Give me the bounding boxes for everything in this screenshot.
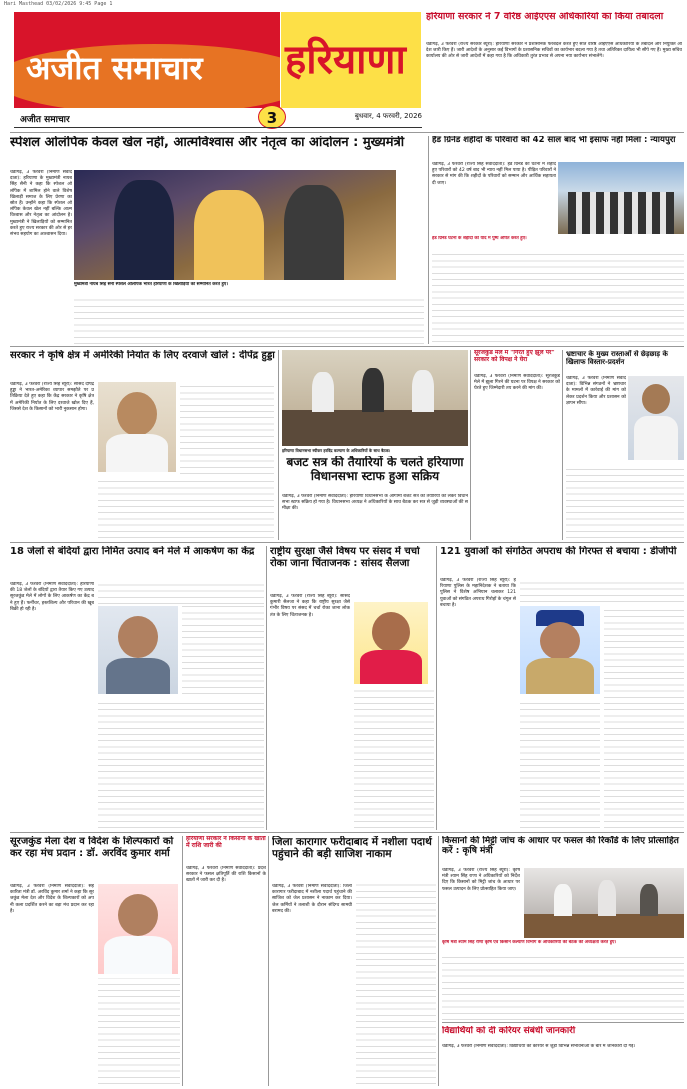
headline-corruption: भ्रष्टाचार के मुख्य रास्ताओं से छेड़छाड़ के खिलाफ विस्तार-प्रदर्शन: [566, 350, 668, 367]
photo-dgp: [520, 606, 600, 694]
body-dgp: चंडीगढ़, 3 फरवरी (राज्य सिंह ब्यूरो): हरियाणा पुलिस के महानिदेशक ने बताया कि पुलिस ने विशेष अभियान चलाकर 121 युवाओं को संगठित अपराध गिरोहों के चंगुल से बचाया है।: [440, 578, 516, 608]
photo-arvind-sharma: [98, 884, 178, 974]
headline-surajkund-swing: सूरजकुंड मेले में "गिरते हुए झूले पर" सरकार को विपक्ष ने घेरा: [474, 350, 555, 363]
body-prisons: चंडीगढ़, 3 फरवरी (निर्माण संवाददाता): हरियाणा की 18 जेलों के बंदियों द्वारा तैयार किए गए उत्पाद सूरजकुंड मेले में लोगों के लिए आकर्षण का केंद्र बने हुए हैं। फर्नीचर, हस्तशिल्प और परिधान की खूब बिक्री हो रही है।: [10, 582, 94, 612]
headline-export: सरकार ने कृषि क्षेत्र में अमेरिकी निर्यात के लिए दरवाजे खोले : दीपेंद्र हुड्डा: [10, 350, 275, 361]
body-corruption-cont: [566, 464, 684, 538]
body-selja: चंडीगढ़, 3 फरवरी (राज्य सिंह ब्यूरो): सांसद कुमारी सैलजा ने कहा कि राष्ट्रीय सुरक्षा जैसे गंभीर विषय पर संसद में चर्चा रोका जाना लोकतंत्र के लिए चिंताजनक है।: [270, 594, 350, 618]
body-special-olympics-cont: [74, 296, 424, 344]
headline-dgp: 121 युवाओं को संगठित अपराध की गिरफ्त से बचाया : डीजीपी: [440, 546, 677, 557]
body-surajkund-swing: चंडीगढ़, 3 फरवरी (निर्माण संवाददाता): सूरजकुंड मेले में झूला गिरने की घटना पर विपक्ष ने सरकार को घेरते हुए जिम्मेदारी तय करने की मांग की।: [474, 374, 560, 392]
caption-special-olympics: मुख्यमंत्री नायब सिंह सैनी स्पेशल ओलंपिक भारत हरियाणा के खिलाड़ियों को सम्मानित करते हुए।: [74, 282, 228, 287]
body-martyrs-cont: [432, 250, 684, 342]
body-corruption: चंडीगढ़, 3 फरवरी (निर्माण संवाददाता): विभिन्न संगठनों ने भ्रष्टाचार के मामलों में कार्रवाई की मांग को लेकर प्रदर्शन किया और प्रशासन को ज्ञापन सौंपा।: [566, 376, 626, 406]
body-dgp-cont-2: [604, 606, 684, 828]
body-export: चंडीगढ़, 3 फरवरी (राज्य सिंह ब्यूरो): सांसद दीपेंद्र हुड्डा ने भारत-अमेरिका व्यापार समझौते पर प्रतिक्रिया देते हुए कहा कि केंद्र सरकार ने कृषि क्षेत्र में अमेरिकी निर्यात के लिए दरवाजे खोल दिए हैं, जिससे देश के किसानों को भारी नुकसान होगा।: [10, 382, 94, 412]
body-prisons-cont-3: [98, 698, 264, 828]
headline-prisons: 18 जेलों से बंदियों द्वारा निर्मित उत्पाद बने मेले में आकर्षण का केंद्र: [10, 546, 255, 557]
photo-assembly-meeting: [282, 350, 468, 446]
col-rule-2: [278, 350, 279, 540]
rule-2: [10, 346, 684, 347]
col-rule-5: [266, 546, 267, 830]
rule-5: [442, 1022, 684, 1023]
rule-4: [10, 832, 684, 833]
photo-prisons-official: [98, 606, 178, 694]
body-surajkund-artisans: चंडीगढ़, 3 फरवरी (निर्माण संवाददाता): सहकारिता मंत्री डॉ. अरविंद कुमार शर्मा ने कहा कि सूरजकुंड मेला देश और विदेश के शिल्पकारों को अपनी कला प्रदर्शित करने का बड़ा मंच प्रदान कर रहा है।: [10, 884, 94, 914]
caption-assembly: हरियाणा विधानसभा स्पीकर हरविंद्र कल्याण के अधिकारियों के साथ बैठक।: [282, 448, 391, 453]
masthead-rule: [14, 127, 422, 128]
masthead-left-title: अजीत समाचार: [26, 49, 203, 87]
headline-selja: राष्ट्रीय सुरक्षा जैसे विषय पर संसद में चर्चा रोका जाना चिंताजनक : सांसद सैलजा: [270, 546, 420, 569]
body-dgp-cont: [520, 578, 684, 602]
body-ias-transfer: चंडीगढ़, 3 फरवरी (राज्य सरकार ब्यूरो): हरियाणा सरकार ने प्रशासनिक फेरबदल करते हुए सात वरिष्ठ आईएएस अधिकारियों के तबादले और नियुक्ति आदेश जारी किए हैं। जारी आदेशों के अनुसार कई विभागों के प्रशासनिक सचिवों का कार्यभार बदला गया है तथा अतिरिक्त दायित्व भी सौंपे गए हैं। मुख्य सचिव कार्यालय की ओर से जारी आदेशों में कहा गया है कि अधिकारी तुरंत प्रभाव से अपना नया कार्यभार संभालेंगे।: [426, 42, 682, 60]
body-soil-cont: [442, 954, 684, 1020]
col-rule-4: [562, 350, 563, 540]
body-dgp-cont-3: [520, 698, 600, 828]
photo-selja: [354, 602, 428, 684]
col-rule-9: [438, 836, 439, 1086]
print-meta-strip: Hari Masthead 03/02/2026 9:45 Page 1: [4, 1, 113, 7]
col-rule-7: [182, 836, 183, 1086]
col-rule-8: [268, 836, 269, 1086]
photo-corruption: [628, 376, 684, 460]
masthead-right-block: [281, 12, 421, 108]
rule-top: [10, 132, 684, 133]
masthead-right-title: हरियाणा: [285, 36, 406, 83]
photo-martyrs: [558, 162, 684, 234]
body-prisons-cont-2: [182, 606, 264, 694]
headline-budget: बजट सत्र की तैयारियों के चलते हरियाणा विधानसभा स्टाफ हुआ सक्रिय: [286, 456, 464, 483]
photo-special-olympics: [74, 170, 396, 280]
body-export-cont: [98, 476, 274, 538]
caption-agriculture: कृषि मंत्री श्याम सिंह राणा कृषि एवं किसान कल्याण विभाग के अधिकारियों की बैठक की अध्यक्षता करते हुए।: [442, 940, 617, 945]
col-rule-3: [470, 350, 471, 540]
headline-surajkund-artisans: सूरजकुंड मेला देश व विदेश के शिल्पकारों को कर रहा मंच प्रदान : डॉ. अरविंद कुमार शर्मा: [10, 836, 174, 859]
headline-martyrs: हैंड ग्रिनेड शहीदों के परिवारों को 42 साल बाद भी इंसाफ नहीं मिला : न्यायपुरा: [432, 136, 676, 145]
col-rule-1: [428, 136, 429, 344]
body-special-olympics: चंडीगढ़, 3 फरवरी (निर्माण संवाददाता): हरियाणा के मुख्यमंत्री नायब सिंह सैनी ने कहा कि स्पेशल ओलंपिक में शामिल होने वाले विशेष खिलाड़ी समाज के लिए प्रेरणा का स्रोत हैं। उन्होंने कहा कि स्पेशल ओलंपिक केवल खेल नहीं बल्कि आत्मविश्वास और नेतृत्व का आंदोलन है। मुख्यमंत्री ने खिलाड़ियों को सम्मानित करते हुए राज्य सरकार की ओर से हर संभव सहयोग का आश्वासन दिया।: [10, 170, 72, 238]
body-budget: चंडीगढ़, 3 फरवरी (निर्माण संवाददाता): हरियाणा विधानसभा के आगामी बजट सत्र की तैयारियों को लेकर विधानसभा स्टाफ सक्रिय हो गया है। विधानसभा अध्यक्ष ने अधिकारियों के साथ बैठक कर सत्र से जुड़ी व्यवस्थाओं की समीक्षा की।: [282, 494, 468, 512]
masthead-date: बुधवार, 4 फरवरी, 2026: [354, 112, 422, 120]
body-faridabad-cont: [356, 884, 436, 1084]
body-students: चंडीगढ़, 3 फरवरी (निर्माण संवाददाता): विद्यार्थियों को करियर से जुड़ी विभिन्न संभावनाओं के बारे में जानकारी दी गई।: [442, 1044, 636, 1049]
masthead-subline-left: अजीत समाचार: [20, 115, 70, 125]
body-martyrs: चंडीगढ़, 3 फरवरी (राज्य सिंह संवाददाता): हैंड ग्रिनेड की घटना में शहीद हुए परिवारों को 42 वर्ष बाद भी न्याय नहीं मिल पाया है। पीड़ित परिवारों ने सरकार से मांग की कि शहीदों के परिवारों को सम्मान और आर्थिक सहायता दी जाए।: [432, 162, 556, 186]
rule-3: [10, 542, 684, 543]
headline-soil: किसानों की मिट्टी जांच के आधार पर फसल की रिकॉर्ड के लिए प्रोत्साहित करें : कृषि मंत्री: [442, 836, 679, 857]
body-faridabad: चंडीगढ़, 3 फरवरी (निर्माण संवाददाता): जिला कारागार फरीदाबाद में नशीला पदार्थ पहुंचाने की साजिश को जेल प्रशासन ने नाकाम कर दिया। जेल कर्मियों ने तलाशी के दौरान संदिग्ध सामग्री बरामद की।: [272, 884, 352, 914]
photo-agriculture-meeting: [524, 868, 684, 938]
col-rule-6: [436, 546, 437, 830]
body-prisons-cont: [98, 582, 264, 604]
headline-special-olympics: स्पेशल ओलंपिक केवल खेल नहीं, आत्मविश्वास और नेतृत्व का आंदोलन : मुख्यमंत्री: [10, 136, 405, 150]
headline-faridabad: जिला कारागार फरीदाबाद में नशीला पदार्थ पहुंचाने की बड़ी साजिश नाकाम: [272, 836, 432, 861]
body-sidebar-mid: चंडीगढ़, 3 फरवरी (निर्माण संवाददाता): प्रदेश सरकार ने फसल क्षतिपूर्ति की राशि किसानों के खातों में जारी कर दी है।: [186, 866, 266, 884]
body-selja-cont: [354, 688, 434, 828]
body-export-cont-2: [180, 382, 274, 474]
headline-students: विद्यार्थियों को दी करियर संबंधी जानकारी: [442, 1026, 576, 1036]
headline-ias-transfer: हरियाणा सरकार ने 7 वरिष्ठ आईएएस अधिकारियों का किया तबादला: [426, 12, 664, 22]
masthead: [14, 12, 280, 108]
page-number-badge: 3: [258, 105, 286, 129]
body-soil: चंडीगढ़, 3 फरवरी (राज्य सिंह ब्यूरो): कृषि मंत्री श्याम सिंह राणा ने अधिकारियों को निर्देश दिए कि किसानों को मिट्टी जांच के आधार पर फसल उत्पादन के लिए प्रोत्साहित किया जाए।: [442, 868, 520, 892]
photo-hooda: [98, 382, 176, 472]
body-surajkund-artisans-cont: [98, 978, 180, 1084]
caption-martyrs: हैंड ग्रिनेड घटना के शहीदों को याद में पुष्प अर्पित करते हुए।: [432, 236, 527, 241]
headline-sidebar-mid: हरियाणा सरकार ने किसानों के खातों में राशि जारी की: [186, 836, 266, 849]
